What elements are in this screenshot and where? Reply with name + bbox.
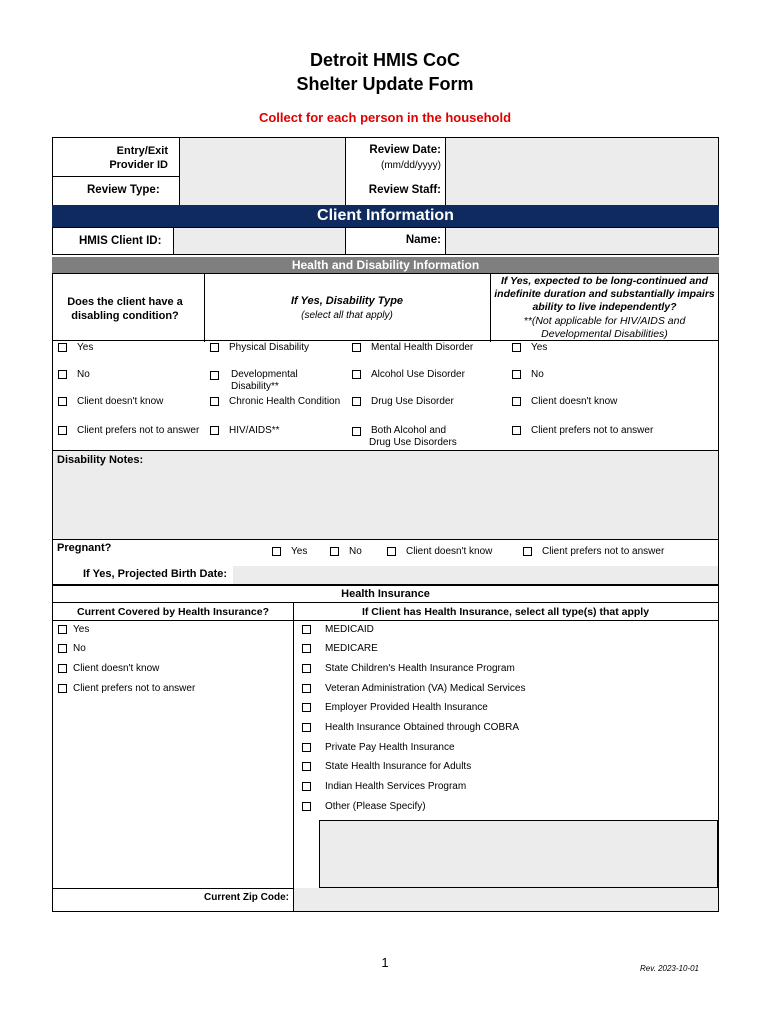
checkbox-icon[interactable] bbox=[352, 397, 361, 406]
long-dont-know-option[interactable]: Client doesn't know bbox=[512, 396, 617, 407]
form-title-line2: Shelter Update Form bbox=[296, 74, 474, 94]
covered-no-option[interactable]: No bbox=[58, 643, 86, 654]
insurance-medicare-option[interactable]: MEDICARE bbox=[302, 643, 378, 654]
covered-yes-option[interactable]: Yes bbox=[58, 624, 89, 635]
checkbox-icon[interactable] bbox=[302, 625, 311, 634]
checkbox-icon[interactable] bbox=[523, 547, 532, 556]
checkbox-icon[interactable] bbox=[387, 547, 396, 556]
long-prefers-not-option[interactable]: Client prefers not to answer bbox=[512, 425, 653, 436]
revision-label: Rev. 2023-10-01 bbox=[640, 964, 699, 973]
insurance-state-adults-option[interactable]: State Health Insurance for Adults bbox=[302, 761, 471, 772]
checkbox-icon[interactable] bbox=[58, 684, 67, 693]
name-field[interactable] bbox=[445, 228, 718, 254]
pregnant-yes-option[interactable]: Yes bbox=[272, 546, 307, 557]
disabling-yes-option[interactable]: Yes bbox=[58, 342, 93, 353]
disability-notes-label: Disability Notes: bbox=[57, 454, 144, 466]
covered-prefers-not-option[interactable]: Client prefers not to answer bbox=[58, 683, 195, 694]
checkbox-icon[interactable] bbox=[352, 427, 361, 436]
form-title-line1: Detroit HMIS CoC bbox=[310, 50, 460, 70]
checkbox-icon[interactable] bbox=[512, 343, 521, 352]
hmis-client-id-label: HMIS Client ID: bbox=[79, 235, 162, 247]
type-both-option[interactable]: Both Alcohol and Drug Use Disorders bbox=[352, 425, 472, 449]
checkbox-icon[interactable] bbox=[302, 664, 311, 673]
insurance-employer-option[interactable]: Employer Provided Health Insurance bbox=[302, 702, 488, 713]
review-type-label: Review Type: bbox=[87, 184, 160, 196]
checkbox-icon[interactable] bbox=[58, 426, 67, 435]
insurance-medicaid-option[interactable]: MEDICAID bbox=[302, 624, 374, 635]
pregnant-prefers-not-option[interactable]: Client prefers not to answer bbox=[523, 546, 664, 557]
long-continued-header: If Yes, expected to be long-continued and indefinite duration and substantially impairs ability to live independently? bbox=[494, 275, 715, 313]
disabling-prefers-not-option[interactable]: Client prefers not to answer bbox=[58, 425, 199, 436]
long-continued-note: **(Not applicable for HIV/AIDS and Developmental Disabilities) bbox=[523, 315, 686, 340]
checkbox-icon[interactable] bbox=[302, 723, 311, 732]
insurance-types-header: If Client has Health Insurance, select all type(s) that apply bbox=[361, 606, 650, 618]
checkbox-icon[interactable] bbox=[58, 625, 67, 634]
checkbox-icon[interactable] bbox=[512, 370, 521, 379]
zip-code-field[interactable] bbox=[293, 888, 718, 911]
checkbox-icon[interactable] bbox=[58, 370, 67, 379]
long-yes-option[interactable]: Yes bbox=[512, 342, 547, 353]
checkbox-icon[interactable] bbox=[302, 782, 311, 791]
projected-birth-date-field[interactable] bbox=[233, 566, 718, 584]
checkbox-icon[interactable] bbox=[58, 664, 67, 673]
checkbox-icon[interactable] bbox=[352, 343, 361, 352]
type-developmental-option[interactable]: Developmental Disability** bbox=[210, 369, 310, 393]
page-number: 1 bbox=[381, 955, 389, 970]
zip-code-label: Current Zip Code: bbox=[204, 892, 289, 903]
disabling-condition-question: Does the client have a disabling condition? bbox=[67, 296, 183, 322]
checkbox-icon[interactable] bbox=[272, 547, 281, 556]
client-information-header: Client Information bbox=[52, 205, 719, 227]
checkbox-icon[interactable] bbox=[58, 644, 67, 653]
other-specify-field[interactable] bbox=[319, 820, 718, 888]
disabling-no-option[interactable]: No bbox=[58, 369, 90, 380]
insurance-cobra-option[interactable]: Health Insurance Obtained through COBRA bbox=[302, 722, 519, 733]
client-info-row bbox=[52, 227, 719, 255]
checkbox-icon[interactable] bbox=[330, 547, 339, 556]
checkbox-icon[interactable] bbox=[58, 343, 67, 352]
checkbox-icon[interactable] bbox=[512, 397, 521, 406]
health-insurance-header: Health Insurance bbox=[341, 588, 430, 600]
hmis-client-id-field[interactable] bbox=[173, 228, 345, 254]
checkbox-icon[interactable] bbox=[210, 397, 219, 406]
pregnant-label: Pregnant? bbox=[57, 542, 112, 554]
pregnant-no-option[interactable]: No bbox=[330, 546, 362, 557]
review-date-format: (mm/dd/yyyy) bbox=[381, 160, 441, 171]
projected-birth-date-label: If Yes, Projected Birth Date: bbox=[83, 568, 228, 580]
checkbox-icon[interactable] bbox=[302, 703, 311, 712]
covered-header: Current Covered by Health Insurance? bbox=[77, 606, 269, 618]
covered-dont-know-option[interactable]: Client doesn't know bbox=[58, 663, 159, 674]
long-no-option[interactable]: No bbox=[512, 369, 544, 380]
insurance-va-option[interactable]: Veteran Administration (VA) Medical Services bbox=[302, 683, 525, 694]
disability-notes-field[interactable] bbox=[52, 450, 719, 540]
name-label: Name: bbox=[405, 234, 441, 246]
form-subtitle: Collect for each person in the household bbox=[258, 110, 512, 125]
review-staff-label: Review Staff: bbox=[368, 184, 441, 196]
type-chronic-option[interactable]: Chronic Health Condition bbox=[210, 396, 340, 407]
disability-type-header: If Yes, Disability Type bbox=[290, 295, 404, 307]
checkbox-icon[interactable] bbox=[302, 743, 311, 752]
checkbox-icon[interactable] bbox=[302, 762, 311, 771]
checkbox-icon[interactable] bbox=[302, 644, 311, 653]
type-physical-option[interactable]: Physical Disability bbox=[210, 342, 309, 353]
checkbox-icon[interactable] bbox=[302, 684, 311, 693]
disability-type-sub: (select all that apply) bbox=[301, 310, 393, 321]
insurance-private-option[interactable]: Private Pay Health Insurance bbox=[302, 742, 455, 753]
checkbox-icon[interactable] bbox=[210, 426, 219, 435]
review-date-label: Review Date: bbox=[369, 144, 441, 156]
type-hiv-option[interactable]: HIV/AIDS** bbox=[210, 425, 280, 436]
checkbox-icon[interactable] bbox=[352, 370, 361, 379]
insurance-indian-health-option[interactable]: Indian Health Services Program bbox=[302, 781, 466, 792]
entry-exit-provider-label: Entry/Exit Provider ID bbox=[109, 145, 168, 171]
checkbox-icon[interactable] bbox=[210, 371, 219, 380]
checkbox-icon[interactable] bbox=[302, 802, 311, 811]
type-mental-option[interactable]: Mental Health Disorder bbox=[352, 342, 473, 353]
provider-id-field[interactable] bbox=[179, 138, 345, 176]
review-date-field[interactable] bbox=[445, 138, 718, 176]
checkbox-icon[interactable] bbox=[210, 343, 219, 352]
type-alcohol-option[interactable]: Alcohol Use Disorder bbox=[352, 369, 465, 380]
pregnant-dont-know-option[interactable]: Client doesn't know bbox=[387, 546, 492, 557]
insurance-other-option[interactable]: Other (Please Specify) bbox=[302, 801, 426, 812]
insurance-schip-option[interactable]: State Children's Health Insurance Program bbox=[302, 663, 515, 674]
health-disability-header: Health and Disability Information bbox=[52, 257, 719, 273]
disabling-dont-know-option[interactable]: Client doesn't know bbox=[58, 396, 163, 407]
checkbox-icon[interactable] bbox=[58, 397, 67, 406]
checkbox-icon[interactable] bbox=[512, 426, 521, 435]
type-drug-option[interactable]: Drug Use Disorder bbox=[352, 396, 454, 407]
